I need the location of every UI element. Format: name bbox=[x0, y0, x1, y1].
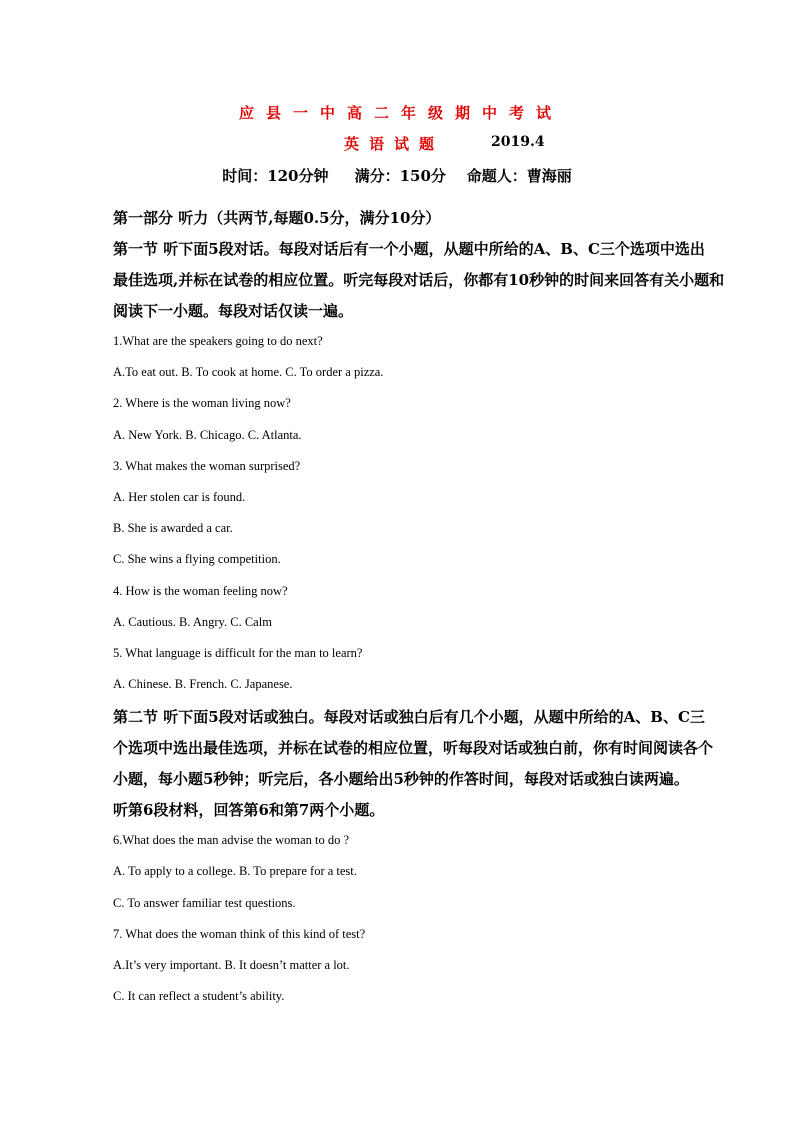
section2-instruction-line: 第二节 听下面5段对话或独白。每段对话或独白后有几个小题，从题中所给的A、B、C三 bbox=[113, 708, 705, 726]
section2-instruction-line: 小题，每小题5秒钟；听完后，各小题给出5秒钟的作答时间，每段对话或独白读两遍。 bbox=[113, 770, 689, 788]
question-3-option: B. She is awarded a car. bbox=[113, 521, 233, 535]
subject-title: 英语试题 bbox=[344, 135, 445, 153]
question-2: 2. Where is the woman living now? bbox=[113, 396, 291, 410]
question-1-options: A.To eat out. B. To cook at home. C. To order a pizza. bbox=[113, 365, 384, 379]
part1-heading: 第一部分 听力（共两节,每题0.5分，满分10分） bbox=[113, 209, 441, 227]
question-5-options: A. Chinese. B. French. C. Japanese. bbox=[113, 677, 293, 691]
question-3: 3. What makes the woman surprised? bbox=[113, 459, 301, 473]
exam-date: 2019.4 bbox=[491, 134, 545, 150]
exam-info: 时间：120分钟 满分：150分 命题人：曹海丽 bbox=[222, 167, 572, 185]
exam-title: 应县一中高二年级期中考试 bbox=[238, 104, 563, 122]
question-6-option: C. To answer familiar test questions. bbox=[113, 896, 296, 910]
section1-instruction-line: 第一节 听下面5段对话。每段对话后有一个小题，从题中所给的A、B、C三个选项中选出 bbox=[113, 240, 705, 258]
question-7-option: A.It’s very important. B. It doesn’t matter a lot. bbox=[113, 958, 350, 972]
question-6-option: A. To apply to a college. B. To prepare for a test. bbox=[113, 864, 357, 878]
question-4-options: A. Cautious. B. Angry. C. Calm bbox=[113, 615, 272, 629]
question-5: 5. What language is difficult for the man to learn? bbox=[113, 646, 363, 660]
question-1: 1.What are the speakers going to do next? bbox=[113, 334, 323, 348]
question-7-option: C. It can reflect a student’s ability. bbox=[113, 989, 285, 1003]
question-4: 4. How is the woman feeling now? bbox=[113, 584, 288, 598]
question-7: 7. What does the woman think of this kind of test? bbox=[113, 927, 366, 941]
question-3-option: C. She wins a flying competition. bbox=[113, 552, 281, 566]
section1-instruction-line: 最佳选项,并标在试卷的相应位置。听完每段对话后，你都有10秒钟的时间来回答有关小题和 bbox=[113, 271, 725, 289]
question-6: 6.What does the man advise the woman to do ? bbox=[113, 833, 350, 847]
question-3-option: A. Her stolen car is found. bbox=[113, 490, 246, 504]
section1-instruction-line: 阅读下一小题。每段对话仅读一遍。 bbox=[113, 302, 354, 320]
section2-instruction-line: 听第6段材料，回答第6和第7两个小题。 bbox=[113, 801, 385, 819]
question-2-options: A. New York. B. Chicago. C. Atlanta. bbox=[113, 428, 302, 442]
section2-instruction-line: 个选项中选出最佳选项，并标在试卷的相应位置，听每段对话或独白前，你有时间阅读各个 bbox=[113, 739, 714, 757]
